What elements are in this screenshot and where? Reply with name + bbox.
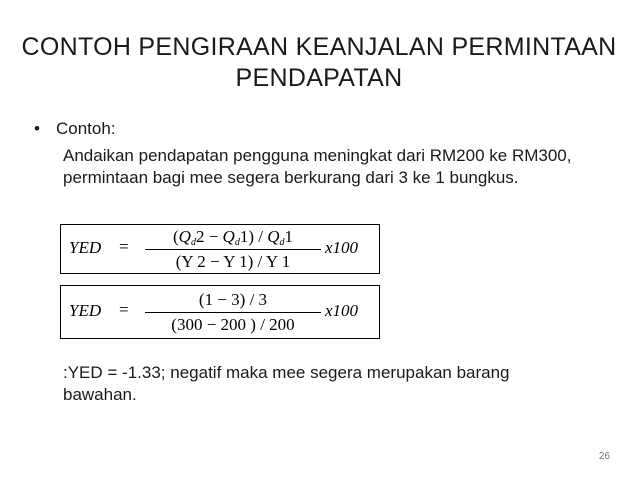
- formula-equals: =: [119, 300, 129, 319]
- bullet-heading: Contoh:: [56, 119, 116, 138]
- fraction-bar: [145, 249, 321, 250]
- formula-lhs: YED: [69, 238, 102, 257]
- formula-substituted: [60, 285, 380, 339]
- formula-numerator: (1 − 3) / 3: [198, 290, 268, 309]
- page-number: 26: [598, 451, 610, 462]
- fraction-bar: [145, 312, 321, 313]
- bullet-item: [34, 118, 116, 140]
- example-description: Andaikan pendapatan pengguna meningkat dari RM200 ke RM300, permintaan bagi mee segera berkurang dari 3 ke 1 bungkus.: [63, 146, 572, 187]
- formula-multiplier: x100: [325, 238, 359, 257]
- formula-equals: =: [119, 237, 129, 256]
- formula-denominator: (300 − 200 ) / 200: [171, 315, 295, 334]
- formula-multiplier: x100: [325, 301, 359, 320]
- conclusion-text: :YED = -1.33; negatif maka mee segera merupakan barang bawahan.: [63, 363, 510, 404]
- formula-lhs: YED: [69, 301, 102, 320]
- slide-title: CONTOH PENGIRAAN KEANJALAN PERMINTAAN PENDAPATAN: [21, 33, 617, 92]
- formula-general: [60, 224, 380, 274]
- formula-numerator: $(Q_d2 - Q_d1) / Q_d1$: [173, 227, 293, 248]
- bullet-symbol: •: [34, 119, 40, 138]
- formula-denominator: (Y 2 − Y 1) / Y 1: [175, 252, 291, 271]
